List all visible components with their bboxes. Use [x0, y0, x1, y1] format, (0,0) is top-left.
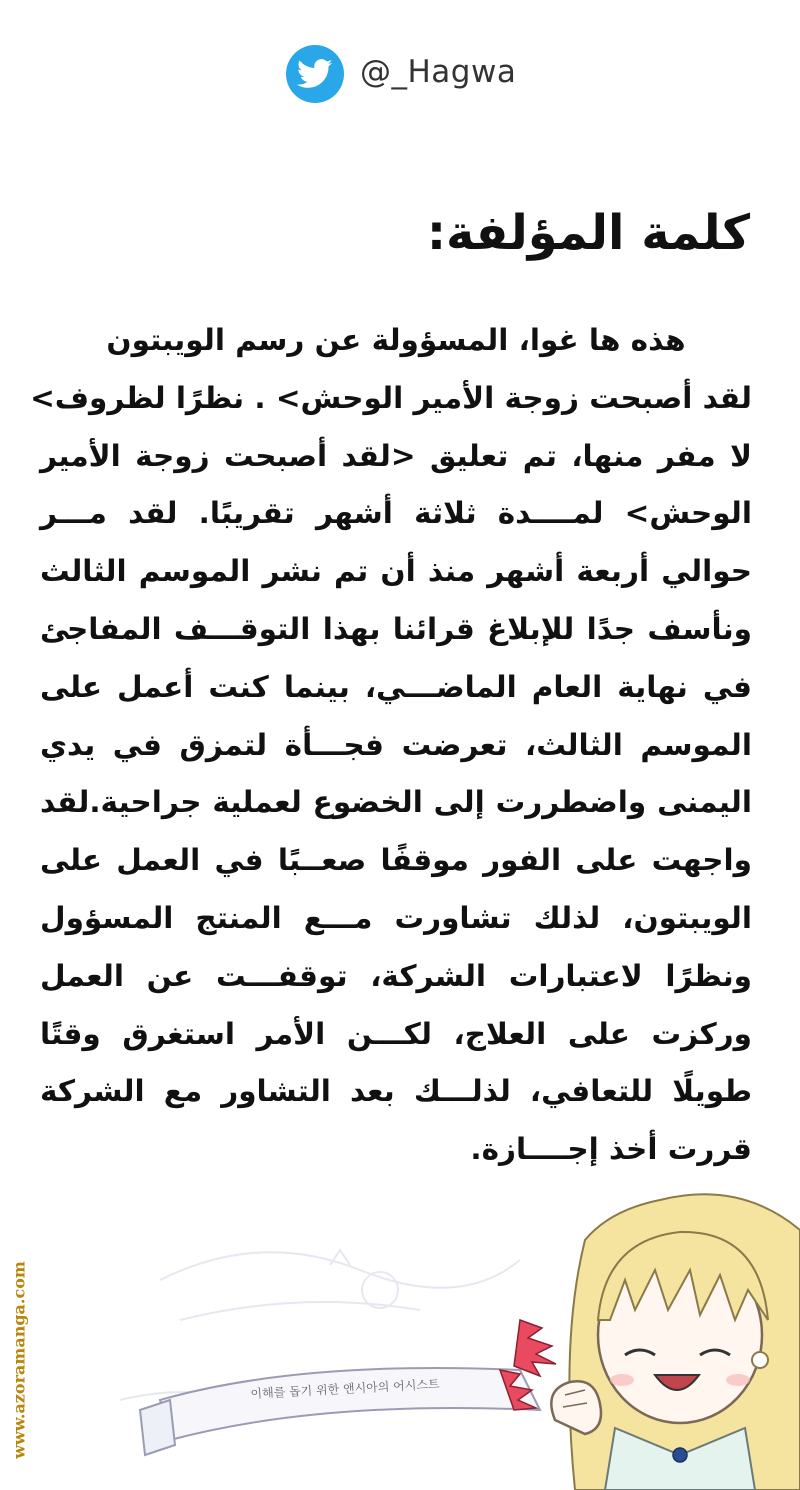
author-header — [0, 40, 800, 110]
note-line: الموسم الثالث، تعرضت فجـــأة لتمزق في يدي — [40, 727, 752, 762]
note-line: قررت أخذ إجــــازة. — [470, 1132, 752, 1167]
ribbon-caption: 이해를 돕기 위한 앤시아의 어시스트 — [250, 1377, 440, 1401]
note-line: هذه ها غوا، المسؤولة عن رسم الويبتون — [106, 323, 686, 357]
note-line: في نهاية العام الماضـــي، بينما كنت أعمل على — [40, 669, 752, 704]
note-line: اليمنى واضطررت إلى الخضوع لعملية جراحية.لقد — [40, 785, 752, 820]
watermark-text: www.azoramanga.com — [9, 1261, 29, 1459]
note-line: لقد أصبحت زوجة الأمير الوحش> . نظرًا لظروف> — [30, 380, 752, 415]
note-line: ونظرًا لاعتبارات الشركة، توقفـــت عن العمل — [40, 958, 752, 993]
note-line: لا مفر منها، تم تعليق <لقد أصبحت زوجة الأمير — [40, 438, 752, 473]
chibi-girl-character — [551, 1194, 800, 1490]
page-title: كلمة المؤلفة: — [426, 205, 750, 261]
twitter-bird-icon — [286, 45, 344, 103]
note-line: طويلًا للتعافي، لذلـــك بعد التشاور مع الشركة — [40, 1074, 752, 1109]
note-line: وركزت على العلاج، لكـــن الأمر استغرق وقتًا — [40, 1016, 752, 1051]
note-line: واجهت على الفور موقفًا صعــبًا في العمل على — [40, 843, 752, 878]
author-note — [30, 312, 752, 1179]
note-line: الوحش> لمــــدة ثلاثة أشهر تقريبًا. لقد مـــر — [40, 496, 752, 531]
artwork-illustration — [0, 1170, 800, 1490]
note-line: الويبتون، لذلك تشاورت مـــع المنتج المسؤول — [40, 900, 752, 935]
twitter-handle: @_Hagwa — [360, 54, 517, 90]
note-line: حوالي أربعة أشهر منذ أن تم نشر الموسم الثالث — [40, 554, 752, 589]
note-line: ونأسف جدًا للإبلاغ قرائنا بهذا التوقـــف المفاجئ — [40, 611, 752, 646]
